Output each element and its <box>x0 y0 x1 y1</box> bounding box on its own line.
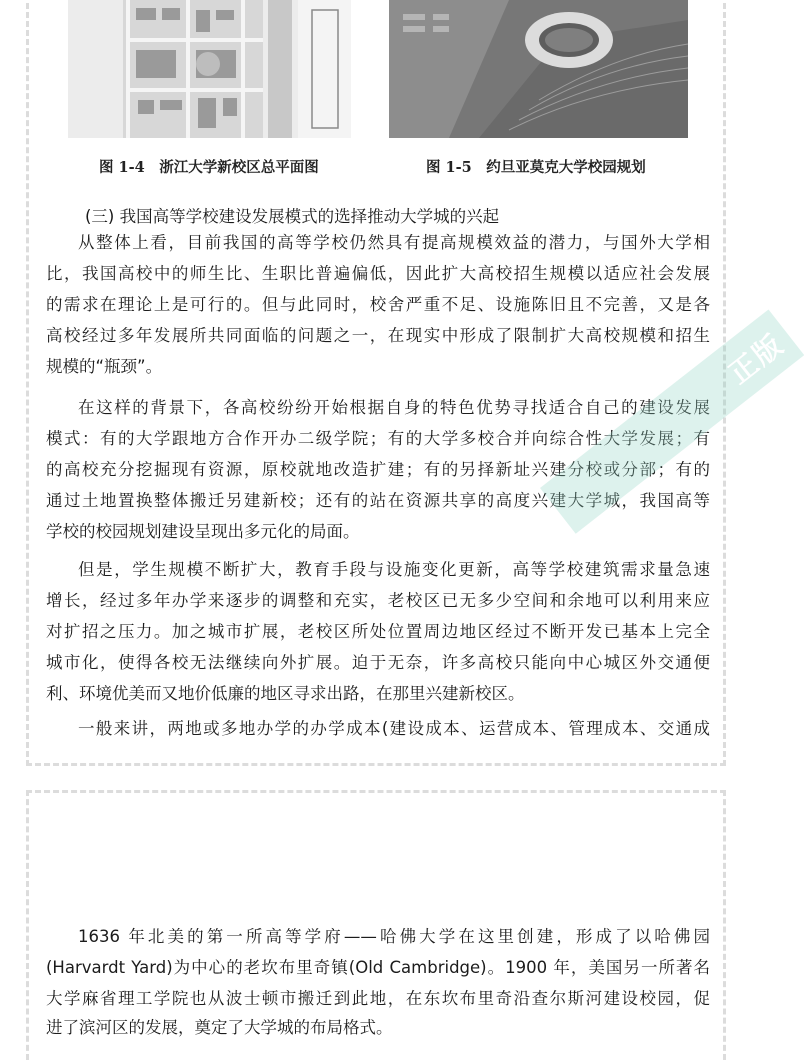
figure-campus-aerial <box>389 0 688 138</box>
text-line: 高校经过多年发展所共同面临的问题之一，在现实中形成了限制扩大高校规模和招生 <box>46 326 710 345</box>
figure-caption-1-4: 图 1-4 浙江大学新校区总平面图 <box>99 159 319 176</box>
section-heading: (三) 我国高等学校建设发展模式的选择推动大学城的兴起 <box>85 207 500 226</box>
text-line: 规模的“瓶颈”。 <box>46 357 163 376</box>
text-line: 但是，学生规模不断扩大，教育手段与设施变化更新，高等学校建筑需求量急速 <box>78 560 710 579</box>
text-line: 模式：有的大学跟地方合作开办二级学院；有的大学多校合并向综合性大学发展；有 <box>46 429 710 448</box>
campus-plan-image <box>68 0 351 138</box>
text-line: 比，我国高校中的师生比、生职比普遍偏低，因此扩大高校招生规模以适应社会发展 <box>46 264 710 283</box>
text-line: 对扩招之压力。加之城市扩展，老校区所处位置周边地区经过不断开发已基本上完全 <box>46 622 710 641</box>
text-line: 的需求在理论上是可行的。但与此同时，校舍严重不足、设施陈旧且不完善，又是各 <box>46 295 710 314</box>
campus-aerial-image <box>389 0 688 138</box>
text-line: 进了滨河区的发展，奠定了大学城的布局格式。 <box>46 1018 393 1037</box>
text-line: (Harvardt Yard)为中心的老坎布里奇镇(Old Cambridge)。1900 年，美国另一所著名 <box>46 958 710 977</box>
text-line: 城市化，使得各校无法继续向外扩展。迫于无奈，许多高校只能向中心城区外交通便 <box>46 653 710 672</box>
text-line: 在这样的背景下，各高校纷纷开始根据自身的特色优势寻找适合自己的建设发展 <box>78 398 710 417</box>
text-line: 一般来讲，两地或多地办学的办学成本(建设成本、运营成本、管理成本、交通成 <box>78 719 710 738</box>
text-line: 利、环境优美而又地价低廉的地区寻求出路，在那里兴建新校区。 <box>46 684 525 703</box>
text-line: 增长，经过多年办学来逐步的调整和充实，老校区已无多少空间和余地可以利用来应 <box>46 591 710 610</box>
text-line: 学校的校园规划建设呈现出多元化的局面。 <box>46 522 360 541</box>
text-line: 1636 年北美的第一所高等学府——哈佛大学在这里创建，形成了以哈佛园 <box>78 927 710 946</box>
figure-campus-plan <box>68 0 351 138</box>
figure-caption-1-5: 图 1-5 约旦亚莫克大学校园规划 <box>426 159 646 176</box>
text-line: 的高校充分挖掘现有资源，原校就地改造扩建；有的另择新址兴建分校或分部；有的 <box>46 460 710 479</box>
watermark-text: 正版 <box>722 327 791 391</box>
text-line: 从整体上看，目前我国的高等学校仍然具有提高规模效益的潜力，与国外大学相 <box>78 233 710 252</box>
text-line: 大学麻省理工学院也从波士顿市搬迁到此地，在东坎布里奇沿查尔斯河建设校园，促 <box>46 989 710 1008</box>
text-line: 通过土地置换整体搬迁另建新校；还有的站在资源共享的高度兴建大学城，我国高等 <box>46 491 710 510</box>
